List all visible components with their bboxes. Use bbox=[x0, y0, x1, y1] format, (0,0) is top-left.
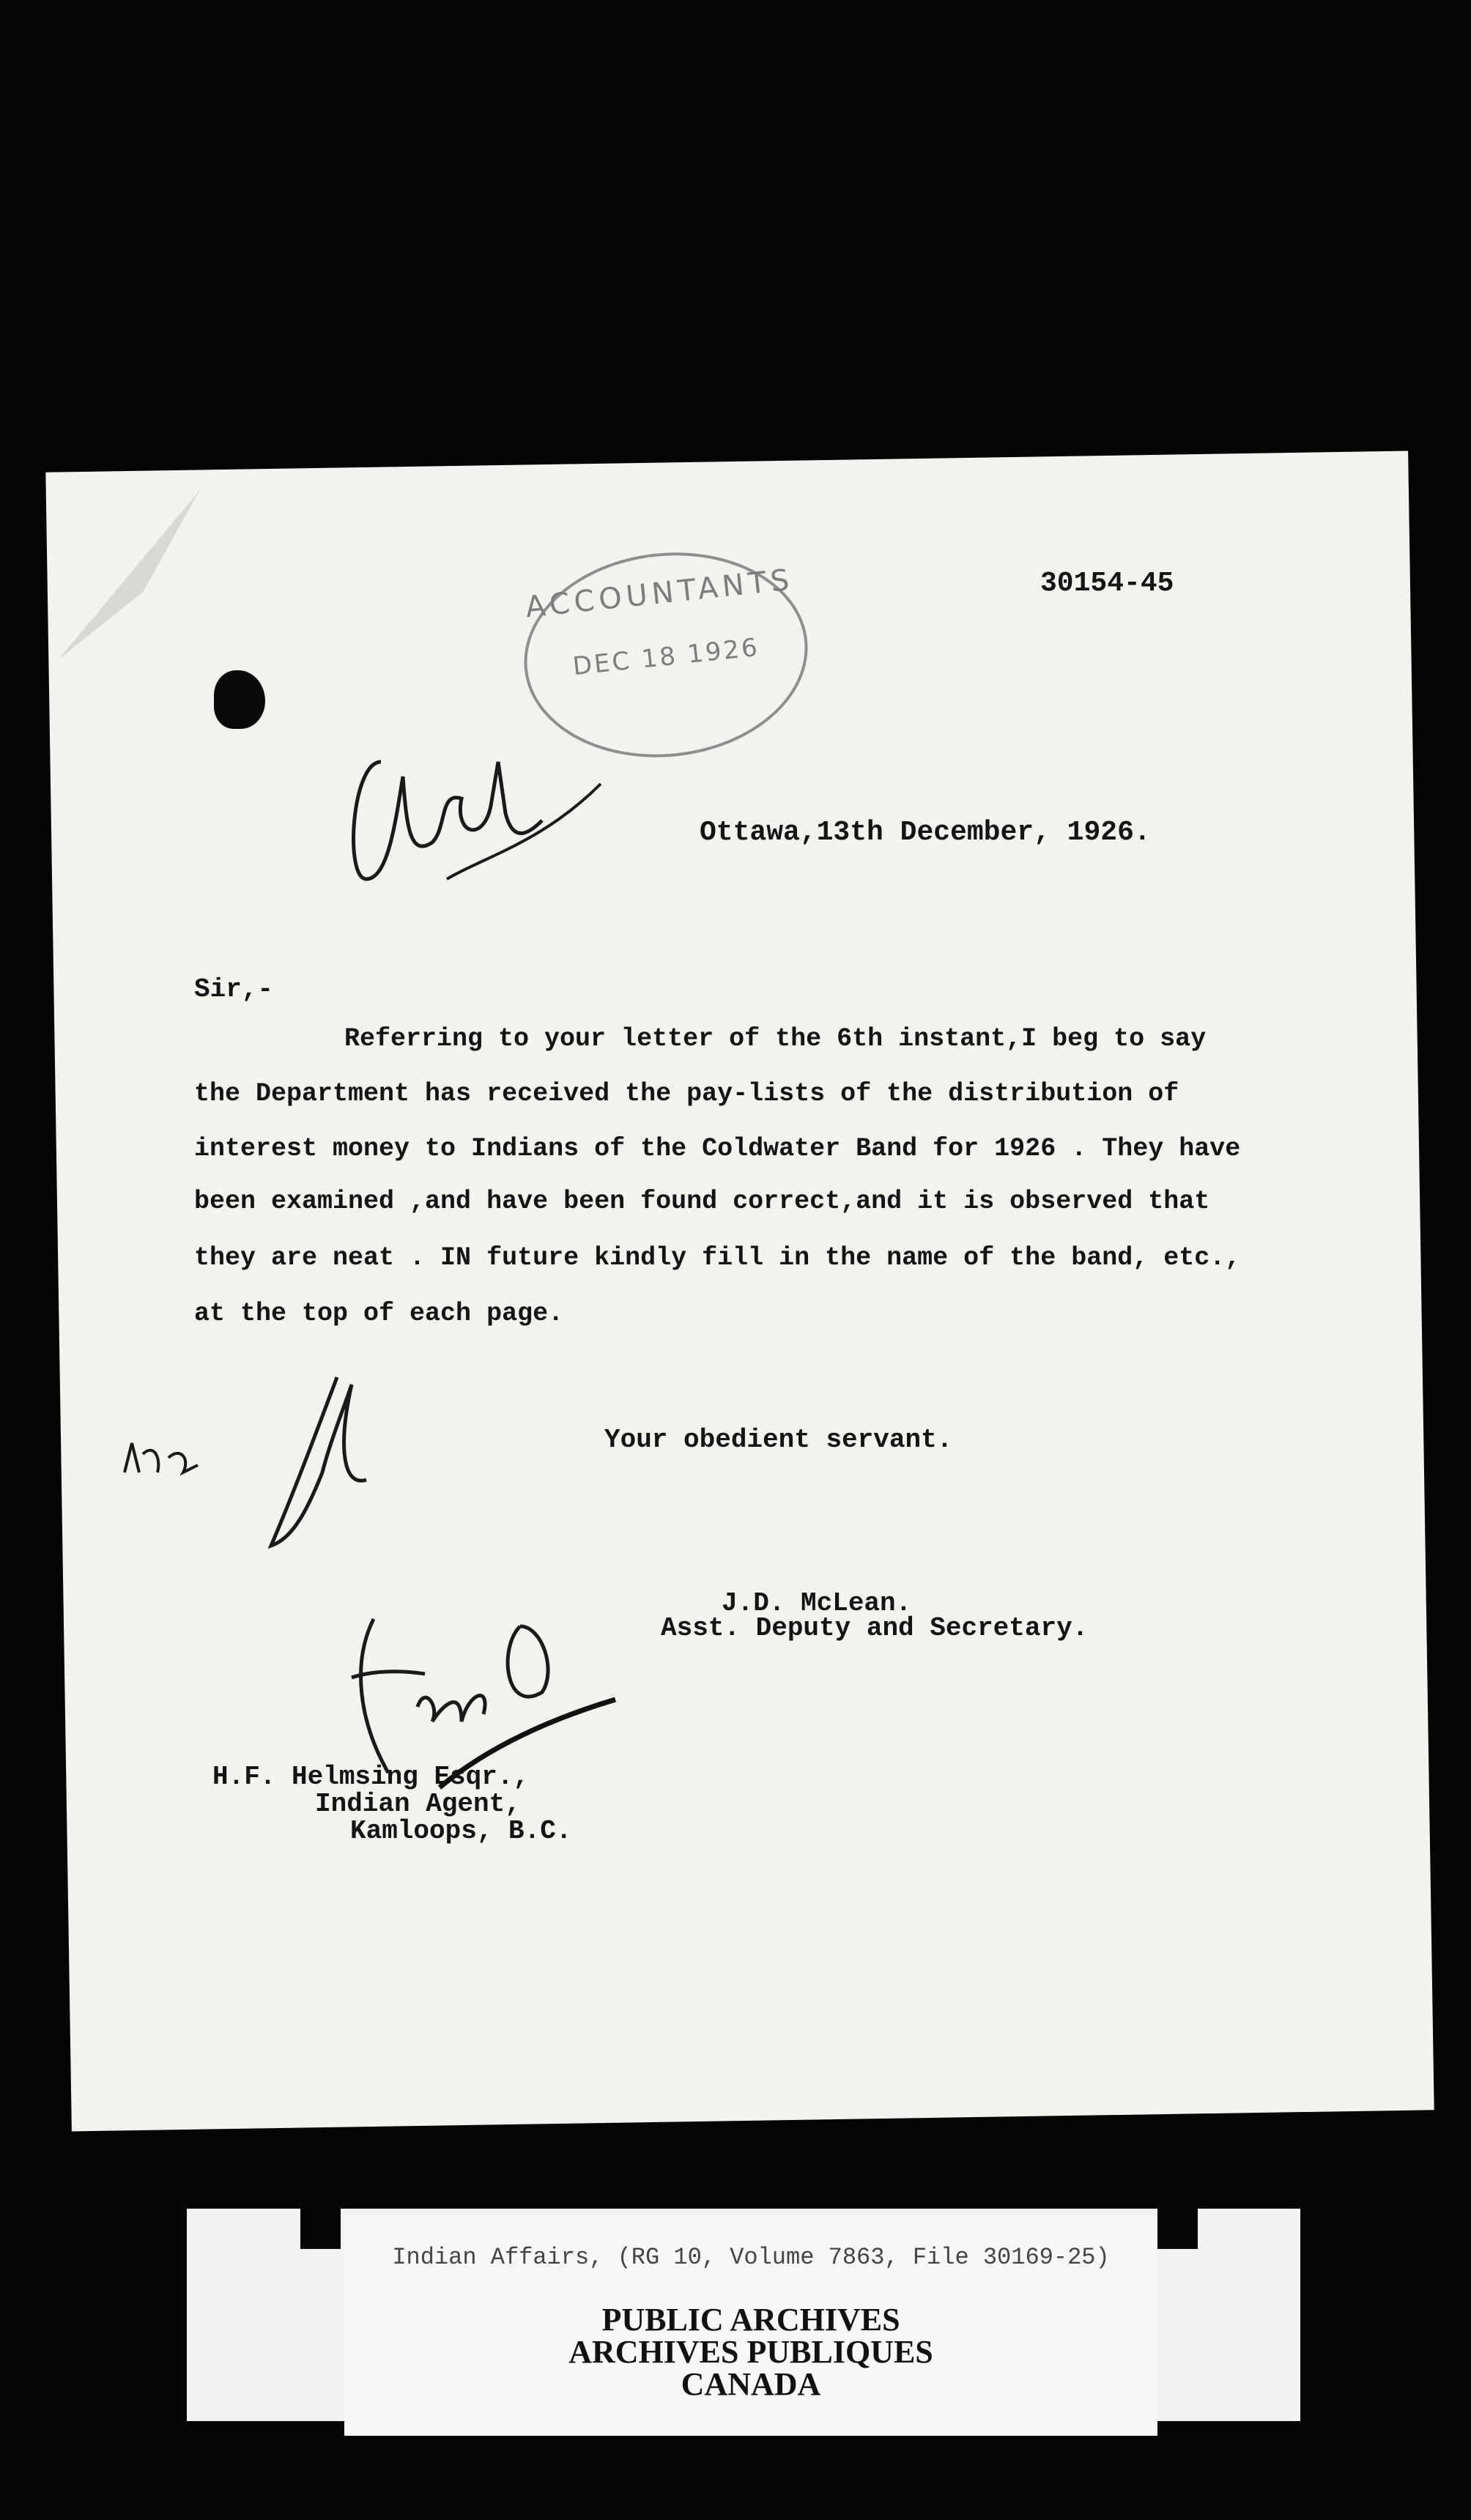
body-line: been examined ,and have been found correct,and it is observed that bbox=[194, 1187, 1210, 1216]
body-line: at the top of each page. bbox=[194, 1299, 564, 1328]
label-notch bbox=[300, 2209, 341, 2249]
punch-hole bbox=[214, 670, 265, 729]
addressee-title: Indian Agent, bbox=[315, 1789, 521, 1819]
label-notch bbox=[1157, 2209, 1198, 2249]
salutation: Sir,- bbox=[194, 974, 274, 1004]
addressee-name: H.F. Helmsing Esqr., bbox=[212, 1762, 530, 1792]
signatory-title: Asst. Deputy and Secretary. bbox=[661, 1613, 1089, 1643]
archive-label bbox=[344, 2216, 1157, 2436]
addressee-location: Kamloops, B.C. bbox=[350, 1816, 572, 1846]
date-line: Ottawa,13th December, 1926. bbox=[700, 817, 1151, 848]
handwritten-signature bbox=[322, 1604, 630, 1795]
stamp-label: ACCOUNTANTS bbox=[523, 563, 796, 625]
body-line: they are neat . IN future kindly fill in the name of the band, etc., bbox=[194, 1243, 1241, 1272]
body-line: the Department has received the pay-lists of the distribution of bbox=[194, 1079, 1179, 1108]
handwritten-acct-note bbox=[337, 733, 645, 901]
closing: Your obedient servant. bbox=[604, 1425, 953, 1455]
stamp-date: DEC 18 1926 bbox=[571, 632, 761, 682]
archive-country: CANADA bbox=[681, 2366, 821, 2402]
archive-name-en: PUBLIC ARCHIVES bbox=[601, 2302, 900, 2338]
file-number: 30154-45 bbox=[1040, 568, 1174, 599]
body-line: interest money to Indians of the Coldwater Band for 1926 . They have bbox=[194, 1134, 1241, 1163]
handwritten-initials-note bbox=[110, 1363, 418, 1568]
archive-name-fr: ARCHIVES PUBLIQUES bbox=[568, 2334, 933, 2370]
signatory-name: J.D. McLean. bbox=[722, 1588, 912, 1618]
archive-reference: Indian Affairs, (RG 10, Volume 7863, File 30169-25) bbox=[392, 2244, 1110, 2271]
body-line: Referring to your letter of the 6th instant,I beg to say bbox=[344, 1024, 1207, 1053]
